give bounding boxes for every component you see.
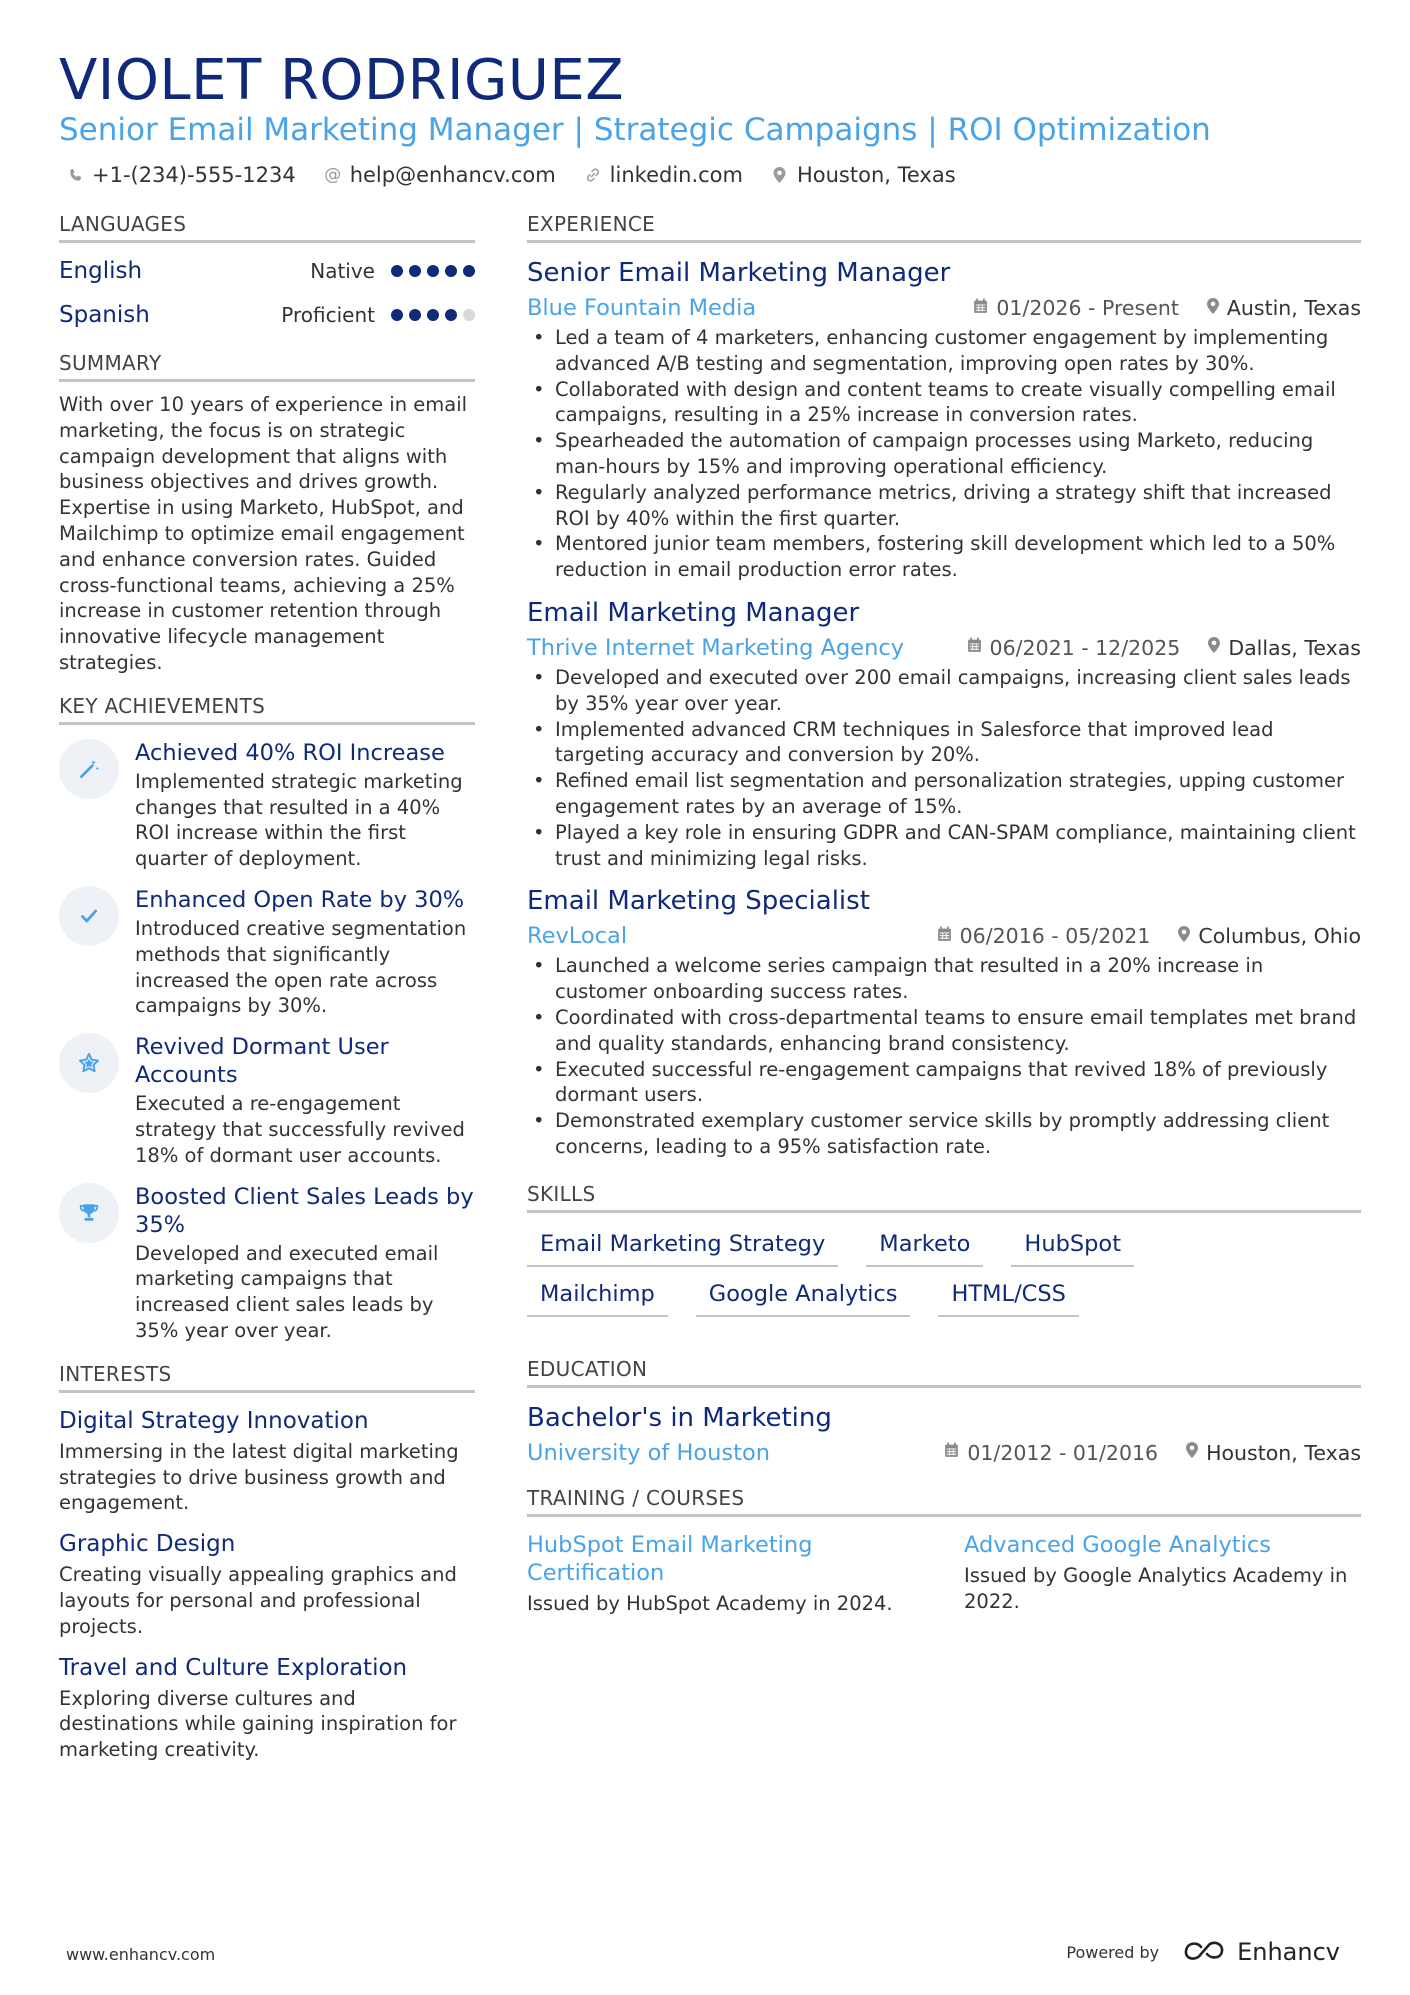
right-column xyxy=(527,212,1361,1617)
language-item xyxy=(59,293,475,337)
language-rating xyxy=(391,309,475,321)
job-bullet: • Collaborated with design and content teams to create visually compelling email campaigns, resulting in a 25% increase in conversion rates. xyxy=(527,377,1361,429)
calendar-icon xyxy=(944,1442,959,1463)
job-title: Senior Email Marketing Manager xyxy=(527,258,951,288)
achievement-title: Enhanced Open Rate by 30% xyxy=(135,886,465,913)
skill-tag: Google Analytics xyxy=(696,1281,911,1317)
achievement-title: Achieved 40% ROI Increase xyxy=(135,739,445,766)
achievements-section-title: KEY ACHIEVEMENTS xyxy=(59,694,475,725)
job-dates-text: 06/2016 - 05/2021 xyxy=(959,924,1151,949)
achievement-desc: Implemented strategic marketing changes that resulted in a 40% ROI increase within the first quarter of deployment. xyxy=(135,769,463,871)
rating-dot-filled xyxy=(445,265,457,277)
job-location-text: Columbus, Ohio xyxy=(1198,924,1361,949)
education-location xyxy=(1186,1441,1361,1465)
language-rating xyxy=(391,265,475,277)
skill-tag: HubSpot xyxy=(1011,1231,1134,1267)
job-bullets xyxy=(527,953,1361,1159)
job-dates-text: 01/2026 - Present xyxy=(996,296,1179,320)
location-pin-icon xyxy=(1207,298,1219,319)
location-pin-icon xyxy=(1186,1442,1198,1463)
job-bullet: • Regularly analyzed performance metrics, driving a strategy shift that increased ROI by 40% within the first quarter. xyxy=(527,480,1361,532)
rating-dot-filled xyxy=(463,265,475,277)
job-company: RevLocal xyxy=(527,923,628,950)
education-school: University of Houston xyxy=(527,1439,771,1466)
job-bullet: • Executed successful re-engagement campaigns that revived 18% of previously dormant users. xyxy=(527,1057,1361,1109)
skill-tag: HTML/CSS xyxy=(938,1281,1078,1317)
summary-section-title: SUMMARY xyxy=(59,351,475,382)
education-section-title: EDUCATION xyxy=(527,1357,1361,1388)
language-item xyxy=(59,249,475,293)
summary-text: With over 10 years of experience in email marketing, the focus is on strategic campaign development that aligns with business objectives and drives growth. Expertise in using Marketo, HubSpot, and Mailchimp to optimize email engagement and enhance conversion rates. Guided cross-functional teams, achieving a 25% increase in customer retention through innovative lifecycle management strategies. xyxy=(59,393,468,674)
location-text: Houston, Texas xyxy=(796,163,956,187)
enhancv-logo[interactable] xyxy=(1181,1938,1340,1966)
job-dates-text: 06/2021 - 12/2025 xyxy=(989,635,1181,660)
languages-list xyxy=(59,249,475,337)
calendar-icon xyxy=(967,637,982,658)
language-level: Proficient xyxy=(281,303,375,327)
footer-branding xyxy=(1066,1938,1340,1966)
job-dates xyxy=(937,924,1151,948)
contact-phone[interactable] xyxy=(66,163,296,187)
interest-title: Digital Strategy Innovation xyxy=(59,1407,369,1434)
achievement-item xyxy=(59,1183,475,1344)
skills-section-title: SKILLS xyxy=(527,1182,1361,1213)
rating-dot-filled xyxy=(409,309,421,321)
candidate-headline: Senior Email Marketing Manager | Strategic Campaigns | ROI Optimization xyxy=(59,112,1211,148)
course-item xyxy=(527,1531,924,1617)
course-desc: Issued by Google Analytics Academy in 2022. xyxy=(964,1563,1348,1613)
language-level: Native xyxy=(310,259,375,283)
job-bullet: • Developed and executed over 200 email campaigns, increasing client sales leads by 35% year over year. xyxy=(527,665,1361,717)
job-location-text: Dallas, Texas xyxy=(1228,635,1361,660)
at-icon: @ xyxy=(324,165,342,185)
rating-dot-filled xyxy=(391,265,403,277)
rating-dot-filled xyxy=(391,309,403,321)
linkedin-text: linkedin.com xyxy=(609,163,743,187)
contact-email[interactable] xyxy=(324,163,556,187)
job-bullet: • Refined email list segmentation and personalization strategies, upping customer engagement rates by an average of 15%. xyxy=(527,768,1361,820)
skills-list xyxy=(527,1231,1287,1317)
job-bullet: • Implemented advanced CRM techniques in Salesforce that improved lead targeting accuracy and conversion by 20%. xyxy=(527,717,1361,769)
link-icon xyxy=(584,167,602,183)
rating-dot-filled xyxy=(427,309,439,321)
achievement-item xyxy=(59,1033,475,1168)
job-bullet: • Spearheaded the automation of campaign processes using Marketo, reducing man-hours by 15% and improving operational efficiency. xyxy=(527,428,1361,480)
job-dates xyxy=(973,296,1179,320)
achievement-item xyxy=(59,886,475,1019)
rating-dot-filled xyxy=(427,265,439,277)
interest-item xyxy=(59,1530,475,1639)
job-bullet: • Launched a welcome series campaign that resulted in a 20% increase in customer onboarding success rates. xyxy=(527,953,1361,1005)
education-degree: Bachelor's in Marketing xyxy=(527,1402,832,1433)
contact-bar xyxy=(66,163,956,187)
job-entry xyxy=(527,257,1361,583)
phone-text: +1-(234)-555-1234 xyxy=(92,163,296,187)
job-bullet: • Mentored junior team members, fostering skill development which led to a 50% reduction in email production error rates. xyxy=(527,531,1361,583)
rating-dot-filled xyxy=(409,265,421,277)
rating-dot-filled xyxy=(445,309,457,321)
interest-title: Travel and Culture Exploration xyxy=(59,1654,408,1681)
achievement-item xyxy=(59,739,475,872)
languages-section-title: LANGUAGES xyxy=(59,212,475,243)
job-bullet: • Demonstrated exemplary customer service skills by promptly addressing client concerns, leading to a 95% satisfaction rate. xyxy=(527,1108,1361,1160)
enhancv-logo-text: Enhancv xyxy=(1237,1938,1340,1966)
job-location xyxy=(1208,636,1361,660)
powered-by-label: Powered by xyxy=(1066,1942,1160,1962)
contact-linkedin[interactable] xyxy=(584,163,743,187)
location-pin-icon xyxy=(1178,926,1190,947)
calendar-icon xyxy=(973,298,988,319)
achievement-desc: Developed and executed email marketing campaigns that increased client sales leads by 35% year over year. xyxy=(135,1241,439,1342)
language-name: Spanish xyxy=(59,302,150,328)
education-dates xyxy=(944,1441,1158,1465)
skill-tag: Marketo xyxy=(866,1231,983,1267)
job-title: Email Marketing Manager xyxy=(527,597,860,628)
job-entry xyxy=(527,885,1361,1159)
job-bullet: • Played a key role in ensuring GDPR and CAN-SPAM compliance, maintaining client trust and minimizing legal risks. xyxy=(527,820,1361,872)
trophy-icon xyxy=(59,1183,119,1243)
job-bullets xyxy=(527,325,1361,583)
job-bullet: • Coordinated with cross-departmental teams to ensure email templates met brand and quality standards, enhancing brand consistency. xyxy=(527,1005,1361,1057)
interest-desc: Immersing in the latest digital marketing strategies to drive business growth and engagement. xyxy=(59,1439,459,1515)
interest-item xyxy=(59,1407,475,1516)
left-column xyxy=(59,212,475,1763)
interests-section-title: INTERESTS xyxy=(59,1362,475,1393)
courses-list xyxy=(527,1531,1361,1617)
job-bullets xyxy=(527,665,1361,871)
location-pin-icon xyxy=(1208,637,1220,658)
course-desc: Issued by HubSpot Academy in 2024. xyxy=(527,1591,893,1615)
experience-section-title: EXPERIENCE xyxy=(527,212,1361,243)
education-entry xyxy=(527,1402,1361,1468)
achievement-desc: Introduced creative segmentation methods that significantly increased the open rate across campaigns by 30%. xyxy=(135,916,467,1018)
job-title: Email Marketing Specialist xyxy=(527,886,870,917)
skill-tag: Mailchimp xyxy=(527,1281,668,1317)
job-bullet: • Led a team of 4 marketers, enhancing customer engagement by implementing advanced A/B testing and segmentation, improving open rates by 30%. xyxy=(527,325,1361,377)
interest-item xyxy=(59,1654,475,1763)
job-company: Thrive Internet Marketing Agency xyxy=(527,634,905,661)
interest-desc: Creating visually appealing graphics and layouts for personal and professional projects. xyxy=(59,1563,457,1638)
language-name: English xyxy=(59,258,143,284)
skill-tag: Email Marketing Strategy xyxy=(527,1231,838,1267)
job-location xyxy=(1207,296,1361,320)
star-icon xyxy=(59,1033,119,1093)
calendar-icon xyxy=(937,926,952,947)
candidate-name: VIOLET RODRIGUEZ xyxy=(59,48,625,113)
contact-location xyxy=(771,163,956,187)
interest-title: Graphic Design xyxy=(59,1531,236,1558)
job-entry xyxy=(527,597,1361,871)
email-text: help@enhancv.com xyxy=(349,163,556,187)
check-icon xyxy=(59,886,119,946)
course-item xyxy=(964,1531,1361,1617)
course-title: HubSpot Email Marketing Certification xyxy=(527,1531,813,1586)
job-location-text: Austin, Texas xyxy=(1226,296,1361,320)
training-section-title: TRAINING / COURSES xyxy=(527,1486,1361,1517)
course-title: Advanced Google Analytics xyxy=(964,1531,1271,1558)
job-company: Blue Fountain Media xyxy=(527,295,757,321)
achievement-title: Boosted Client Sales Leads by 35% xyxy=(135,1183,474,1238)
rating-dot-empty xyxy=(463,309,475,321)
enhancv-logo-icon xyxy=(1181,1940,1227,1964)
achievement-title: Revived Dormant User Accounts xyxy=(135,1034,389,1089)
education-location-text: Houston, Texas xyxy=(1206,1440,1361,1465)
phone-icon xyxy=(66,168,84,183)
magic-wand-icon xyxy=(59,739,119,799)
footer-website[interactable]: www.enhancv.com xyxy=(66,1945,216,1964)
education-dates-text: 01/2012 - 01/2016 xyxy=(967,1440,1159,1465)
location-pin-icon xyxy=(771,167,789,183)
job-location xyxy=(1178,924,1361,948)
achievement-desc: Executed a re-engagement strategy that successfully revived 18% of dormant user accounts. xyxy=(135,1092,465,1167)
job-dates xyxy=(967,636,1181,660)
interest-desc: Exploring diverse cultures and destinations while gaining inspiration for marketing creativity. xyxy=(59,1686,457,1762)
